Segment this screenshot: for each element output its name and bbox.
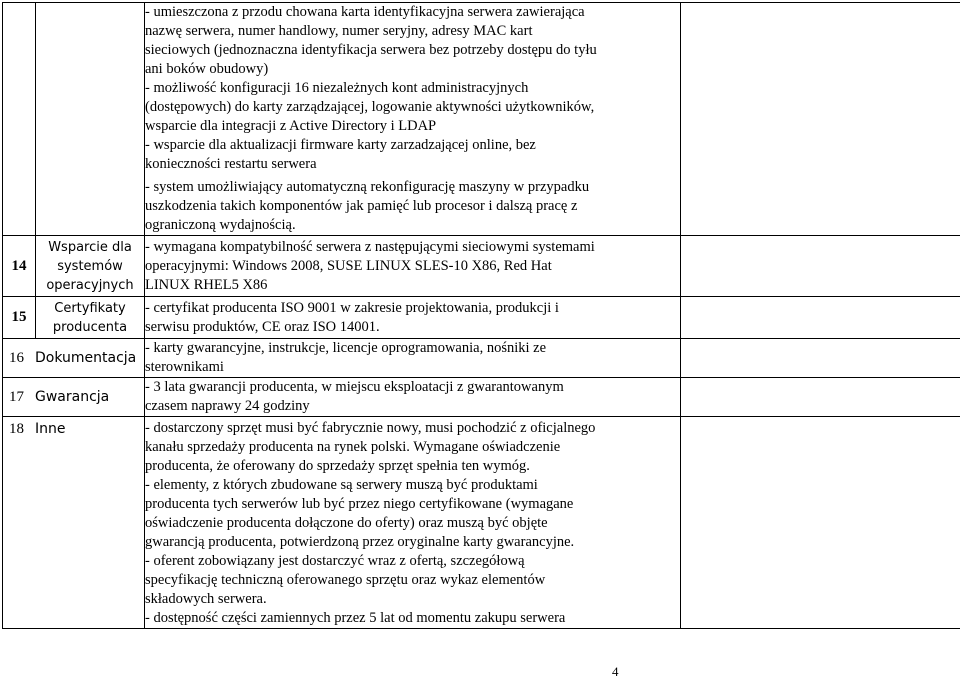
row-description [145,236,681,297]
row-name-line: Certyfikaty [36,299,144,318]
row-number: 15 [3,297,36,339]
row-number: 18 [3,421,35,438]
description-line: - możliwość konfiguracji 16 niezależnych kont administracyjnych [145,79,680,98]
description-line: wsparcie dla integracji z Active Directory i LDAP [145,117,680,136]
description-line: składowych serwera. [145,590,680,609]
row-name [36,236,145,297]
description-line: serwisu produktów, CE oraz ISO 14001. [145,318,680,337]
row-extra-empty [681,378,960,417]
description-line: - oferent zobowiązany jest dostarczyć wraz z ofertą, szczegółową [145,552,680,571]
description-line: czasem naprawy 24 godziny [145,397,680,416]
description-line: oświadczenie producenta dołączone do oferty) oraz muszą być objęte [145,514,680,533]
row-extra-empty [681,339,960,378]
description-line: - wymagana kompatybilność serwera z następującymi sieciowymi systemami [145,238,680,257]
row-name-line: systemów [36,257,144,276]
table-row-18 [3,417,960,629]
row-label [3,378,145,417]
description-line: specyfikację techniczną oferowanego sprzętu oraz wykaz elementów [145,571,680,590]
description-line: - 3 lata gwarancji producenta, w miejscu eksploatacji z gwarantowanym [145,378,680,397]
row-description [145,417,681,629]
row-name [36,297,145,339]
row-name-line: producenta [36,318,144,337]
row-name-line: Wsparcie dla [36,238,144,257]
description-line: - wsparcie dla aktualizacji firmware karty zarzadzającej online, bez [145,136,680,155]
description-line: - umieszczona z przodu chowana karta identyfikacyjna serwera zawierająca [145,3,680,22]
table-row-15 [3,297,960,339]
row-name: Dokumentacja [35,350,136,366]
description-line: - elementy, z których zbudowane są serwery muszą być produktami [145,476,680,495]
row-label [3,417,145,629]
description-line: ani boków obudowy) [145,60,680,79]
description-line: - certyfikat producenta ISO 9001 w zakresie projektowania, produkcji i [145,299,680,318]
table-row-17 [3,378,960,417]
row-number-empty [3,3,36,236]
description-line: - karty gwarancyjne, instrukcje, licencje oprogramowania, nośniki ze [145,339,680,358]
description-line: kanału sprzedaży producenta na rynek polski. Wymagane oświadczenie [145,438,680,457]
row-label [3,339,145,378]
specification-table [2,2,960,629]
description-line: operacyjnymi: Windows 2008, SUSE LINUX SLES-10 X86, Red Hat [145,257,680,276]
description-line: konieczności restartu serwera [145,155,680,174]
table-row-continuation [3,3,960,236]
description-line: (dostępowych) do karty zarządzającej, logowanie aktywności użytkowników, [145,98,680,117]
row-extra-empty [681,236,960,297]
row-description [145,378,681,417]
row-name-empty [36,3,145,236]
row-extra-empty [681,417,960,629]
description-line: - dostarczony sprzęt musi być fabrycznie nowy, musi pochodzić z oficjalnego [145,419,680,438]
table-row-16 [3,339,960,378]
description-line: producenta, że oferowany do sprzedaży sprzęt spełnia ten wymóg. [145,457,680,476]
row-number: 14 [3,236,36,297]
description-line: uszkodzenia takich komponentów jak pamięć lub procesor i dalszą pracę z [145,197,680,216]
description-line: nazwę serwera, numer handlowy, numer seryjny, adresy MAC kart [145,22,680,41]
page-number: 4 [612,664,619,680]
description-line: sterownikami [145,358,680,377]
row-description [145,339,681,378]
row-number: 17 [3,389,35,406]
description-line: ograniczoną wydajnością. [145,216,680,235]
table-row-14 [3,236,960,297]
row-extra-empty [681,3,960,236]
row-name: Gwarancja [35,389,109,405]
description-line: sieciowych (jednoznaczna identyfikacja serwera bez potrzeby dostępu do tyłu [145,41,680,60]
row-extra-empty [681,297,960,339]
description-line: gwarancją producenta, potwierdzoną przez oryginalne karty gwarancyjne. [145,533,680,552]
description-line: - dostępność części zamiennych przez 5 lat od momentu zakupu serwera [145,609,680,628]
row-description [145,3,681,236]
row-name: Inne [35,421,66,437]
row-description [145,297,681,339]
description-line: producenta tych serwerów lub być przez niego certyfikowane (wymagane [145,495,680,514]
description-line: LINUX RHEL5 X86 [145,276,680,295]
description-line: - system umożliwiający automatyczną rekonfigurację maszyny w przypadku [145,178,680,197]
row-number: 16 [3,350,35,367]
row-name-line: operacyjnych [36,276,144,295]
